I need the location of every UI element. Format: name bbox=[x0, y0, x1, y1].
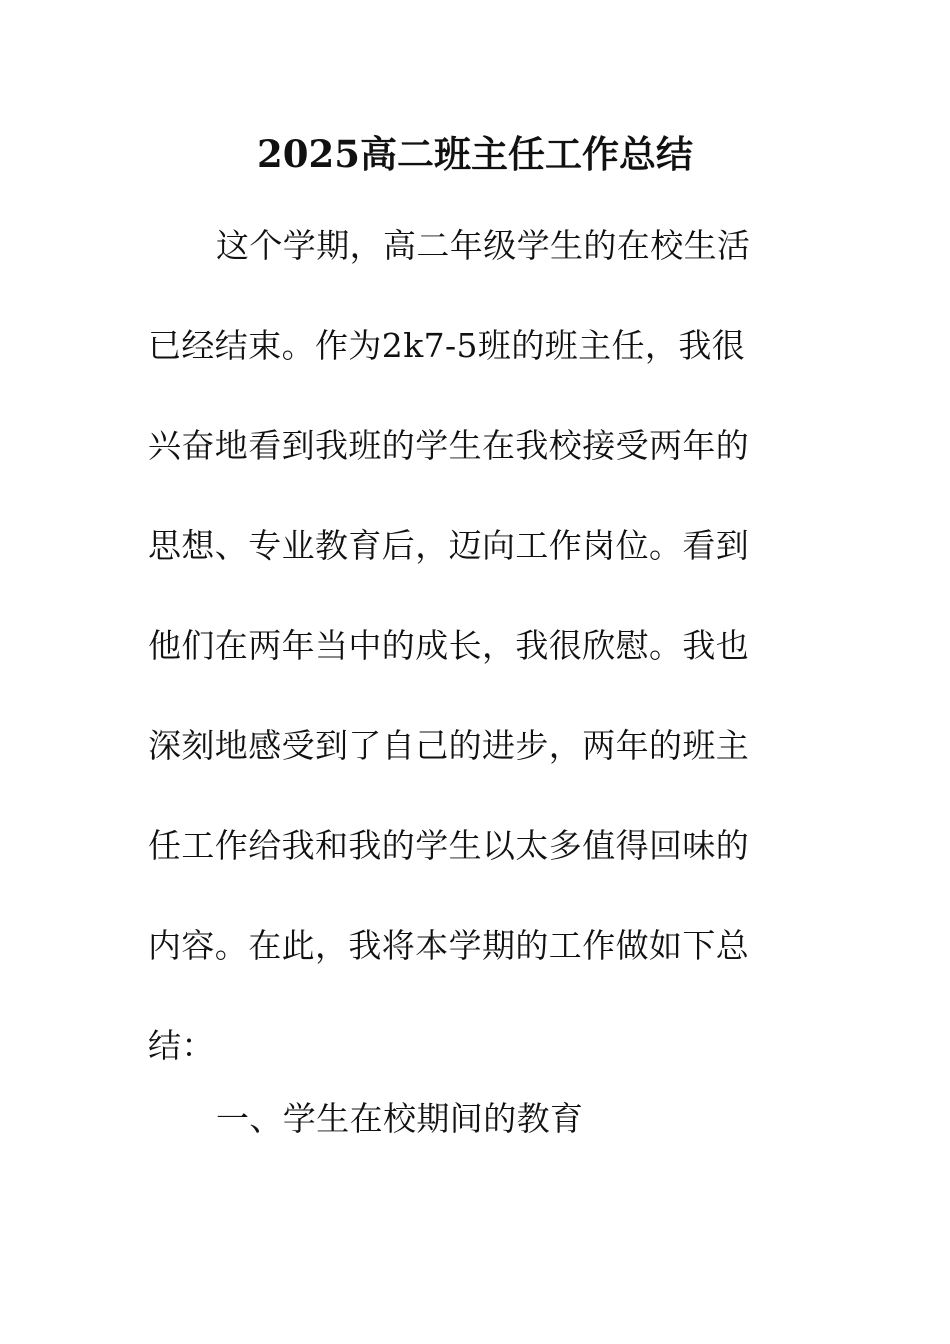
paragraph-line: 任工作给我和我的学生以太多值得回味的 bbox=[148, 826, 750, 865]
paragraph-line: 内容。在此，我将本学期的工作做如下总 bbox=[148, 926, 750, 965]
paragraph-line: 已经结束。作为2k7-5班的班主任，我很 bbox=[148, 326, 746, 365]
paragraph-line: 他们在两年当中的成长，我很欣慰。我也 bbox=[148, 626, 750, 665]
paragraph-line: 深刻地感受到了自己的进步，两年的班主 bbox=[148, 726, 750, 765]
paragraph-line: 结： bbox=[148, 1026, 215, 1065]
document-title: 2025高二班主任工作总结 bbox=[257, 132, 693, 176]
paragraph-line: 这个学期，高二年级学生的在校生活 bbox=[216, 226, 751, 265]
intro-paragraph bbox=[148, 196, 778, 1096]
paragraph-line: 思想、专业教育后，迈向工作岗位。看到 bbox=[148, 526, 750, 565]
section-heading: 一、学生在校期间的教育 bbox=[216, 1099, 584, 1138]
paragraph-line: 兴奋地看到我班的学生在我校接受两年的 bbox=[148, 426, 750, 465]
